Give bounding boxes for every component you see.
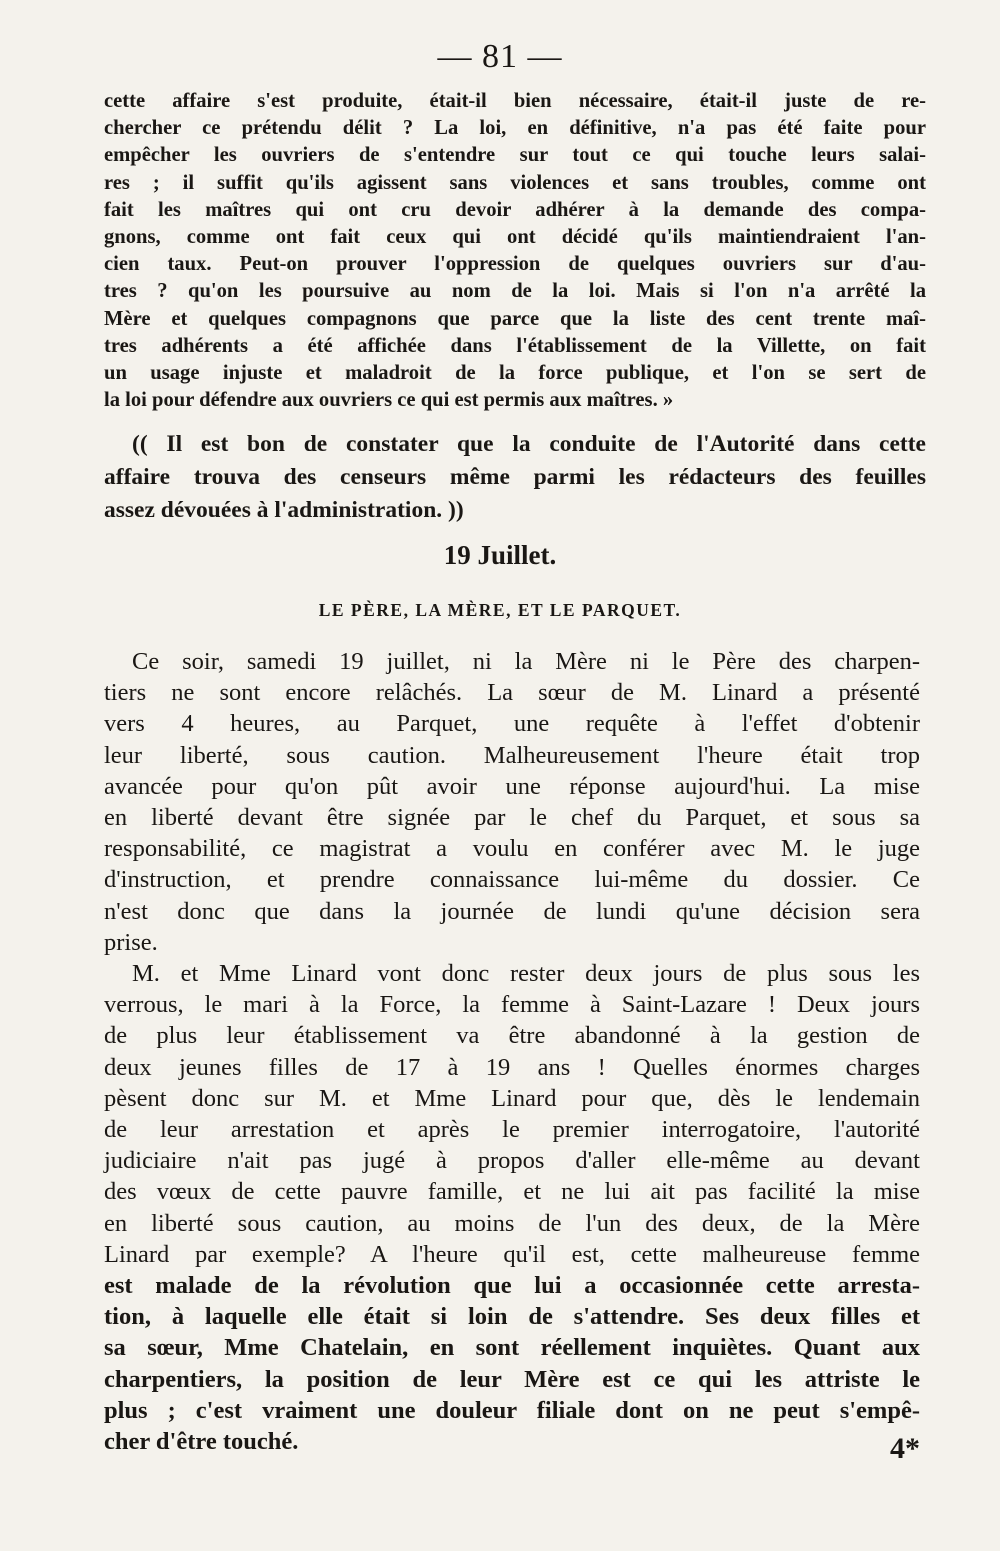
text-line: tres ? qu'on les poursuive au nom de la loi. Mais si l'on n'a arrêté la <box>104 280 926 303</box>
text-line: cien taux. Peut-on prouver l'oppression de quelques ouvriers sur d'au- <box>104 253 926 276</box>
main-text-body <box>104 646 920 1457</box>
text-line: sa sœur, Mme Chatelain, en sont réellement inquiètes. Quant aux <box>104 1334 920 1362</box>
text-line: en liberté sous caution, au moins de l'un des deux, de la Mère <box>104 1209 920 1237</box>
text-line: M. et Mme Linard vont donc rester deux jours de plus sous les <box>132 960 920 988</box>
section-title: LE PÈRE, LA MÈRE, ET LE PARQUET. <box>318 600 682 620</box>
text-line: de plus leur établissement va être abandonné à la gestion de <box>104 1022 920 1050</box>
text-line: prise. <box>104 928 158 956</box>
text-line: verrous, le mari à la Force, la femme à Saint-Lazare ! Deux jours <box>104 991 920 1019</box>
text-line: assez dévouées à l'administration. )) <box>104 497 464 523</box>
text-line: judiciaire n'ait pas jugé à propos d'aller elle-même au devant <box>104 1147 920 1175</box>
text-line: Mère et quelques compagnons que parce que la liste des cent trente maî- <box>104 307 926 330</box>
text-line: pèsent donc sur M. et Mme Linard pour que, dès le lendemain <box>104 1084 920 1112</box>
text-line: tion, à laquelle elle était si loin de s'attendre. Ses deux filles et <box>104 1303 920 1331</box>
paragraph-commentary <box>104 428 926 527</box>
text-line: des vœux de cette pauvre famille, et ne lui ait pas facilité la mise <box>104 1178 920 1206</box>
page-number: — 81 — <box>437 38 563 75</box>
text-line: fait les maîtres qui ont cru devoir adhérer à la demande des compa- <box>104 198 926 221</box>
text-line: n'est donc que dans la journée de lundi qu'une décision sera <box>104 897 920 925</box>
text-line: Linard par exemple? A l'heure qu'il est, cette malheureuse femme <box>104 1240 920 1268</box>
text-line: avancée pour qu'on pût avoir une réponse aujourd'hui. La mise <box>104 772 920 800</box>
text-line: est malade de la révolution que lui a occasionnée cette arresta- <box>104 1272 920 1300</box>
text-line: (( Il est bon de constater que la conduite de l'Autorité dans cette <box>132 431 926 457</box>
text-line: cette affaire s'est produite, était-il bien nécessaire, était-il juste de re- <box>104 90 926 112</box>
paragraph-release-request <box>104 646 920 958</box>
text-line: gnons, comme ont fait ceux qui ont décidé qu'ils maintiendraient l'an- <box>104 226 926 249</box>
text-line: en liberté devant être signée par le chef du Parquet, et sous sa <box>104 804 920 832</box>
text-line: empêcher les ouvriers de s'entendre sur tout ce qui touche leurs salai- <box>104 144 926 167</box>
text-line: tres adhérents a été affichée dans l'établissement de la Villette, on fait <box>104 334 926 357</box>
text-line: affaire trouva des censeurs même parmi les rédacteurs des feuilles <box>104 464 926 490</box>
text-line: Ce soir, samedi 19 juillet, ni la Mère ni le Père des charpen- <box>132 648 920 675</box>
text-line: un usage injuste et maladroit de la force publique, et l'on se sert de <box>104 362 926 385</box>
text-line: plus ; c'est vraiment une douleur filiale dont on ne peut s'empê- <box>104 1396 920 1424</box>
text-line: chercher ce prétendu délit ? La loi, en définitive, n'a pas été faite pour <box>104 117 926 140</box>
text-line: la loi pour défendre aux ouvriers ce qui est permis aux maîtres. » <box>104 389 674 412</box>
text-line: deux jeunes filles de 17 à 19 ans ! Quelles énormes charges <box>104 1053 920 1081</box>
text-line: res ; il suffit qu'ils agissent sans violences et sans troubles, comme ont <box>104 171 926 194</box>
text-line: vers 4 heures, au Parquet, une requête à l'effet d'obtenir <box>104 710 920 738</box>
text-line: leur liberté, sous caution. Malheureusement l'heure était trop <box>104 741 920 769</box>
text-line: charpentiers, la position de leur Mère est ce qui les attriste le <box>104 1365 920 1393</box>
text-line: d'instruction, et prendre connaissance lui-même du dossier. Ce <box>104 866 920 894</box>
text-line: cher d'être touché. <box>104 1428 299 1456</box>
text-line: responsabilité, ce magistrat a voulu en conférer avec M. le juge <box>104 835 920 863</box>
text-line: de leur arrestation et après le premier interrogatoire, l'autorité <box>104 1116 920 1144</box>
paragraph-quote-continuation <box>104 88 926 414</box>
section-date-heading: 19 Juillet. <box>443 540 557 570</box>
paragraph-linard-detention <box>104 958 920 1457</box>
signature-mark: 4* <box>890 1432 920 1465</box>
text-line: tiers ne sont encore relâchés. La sœur de M. Linard a présenté <box>104 679 920 707</box>
